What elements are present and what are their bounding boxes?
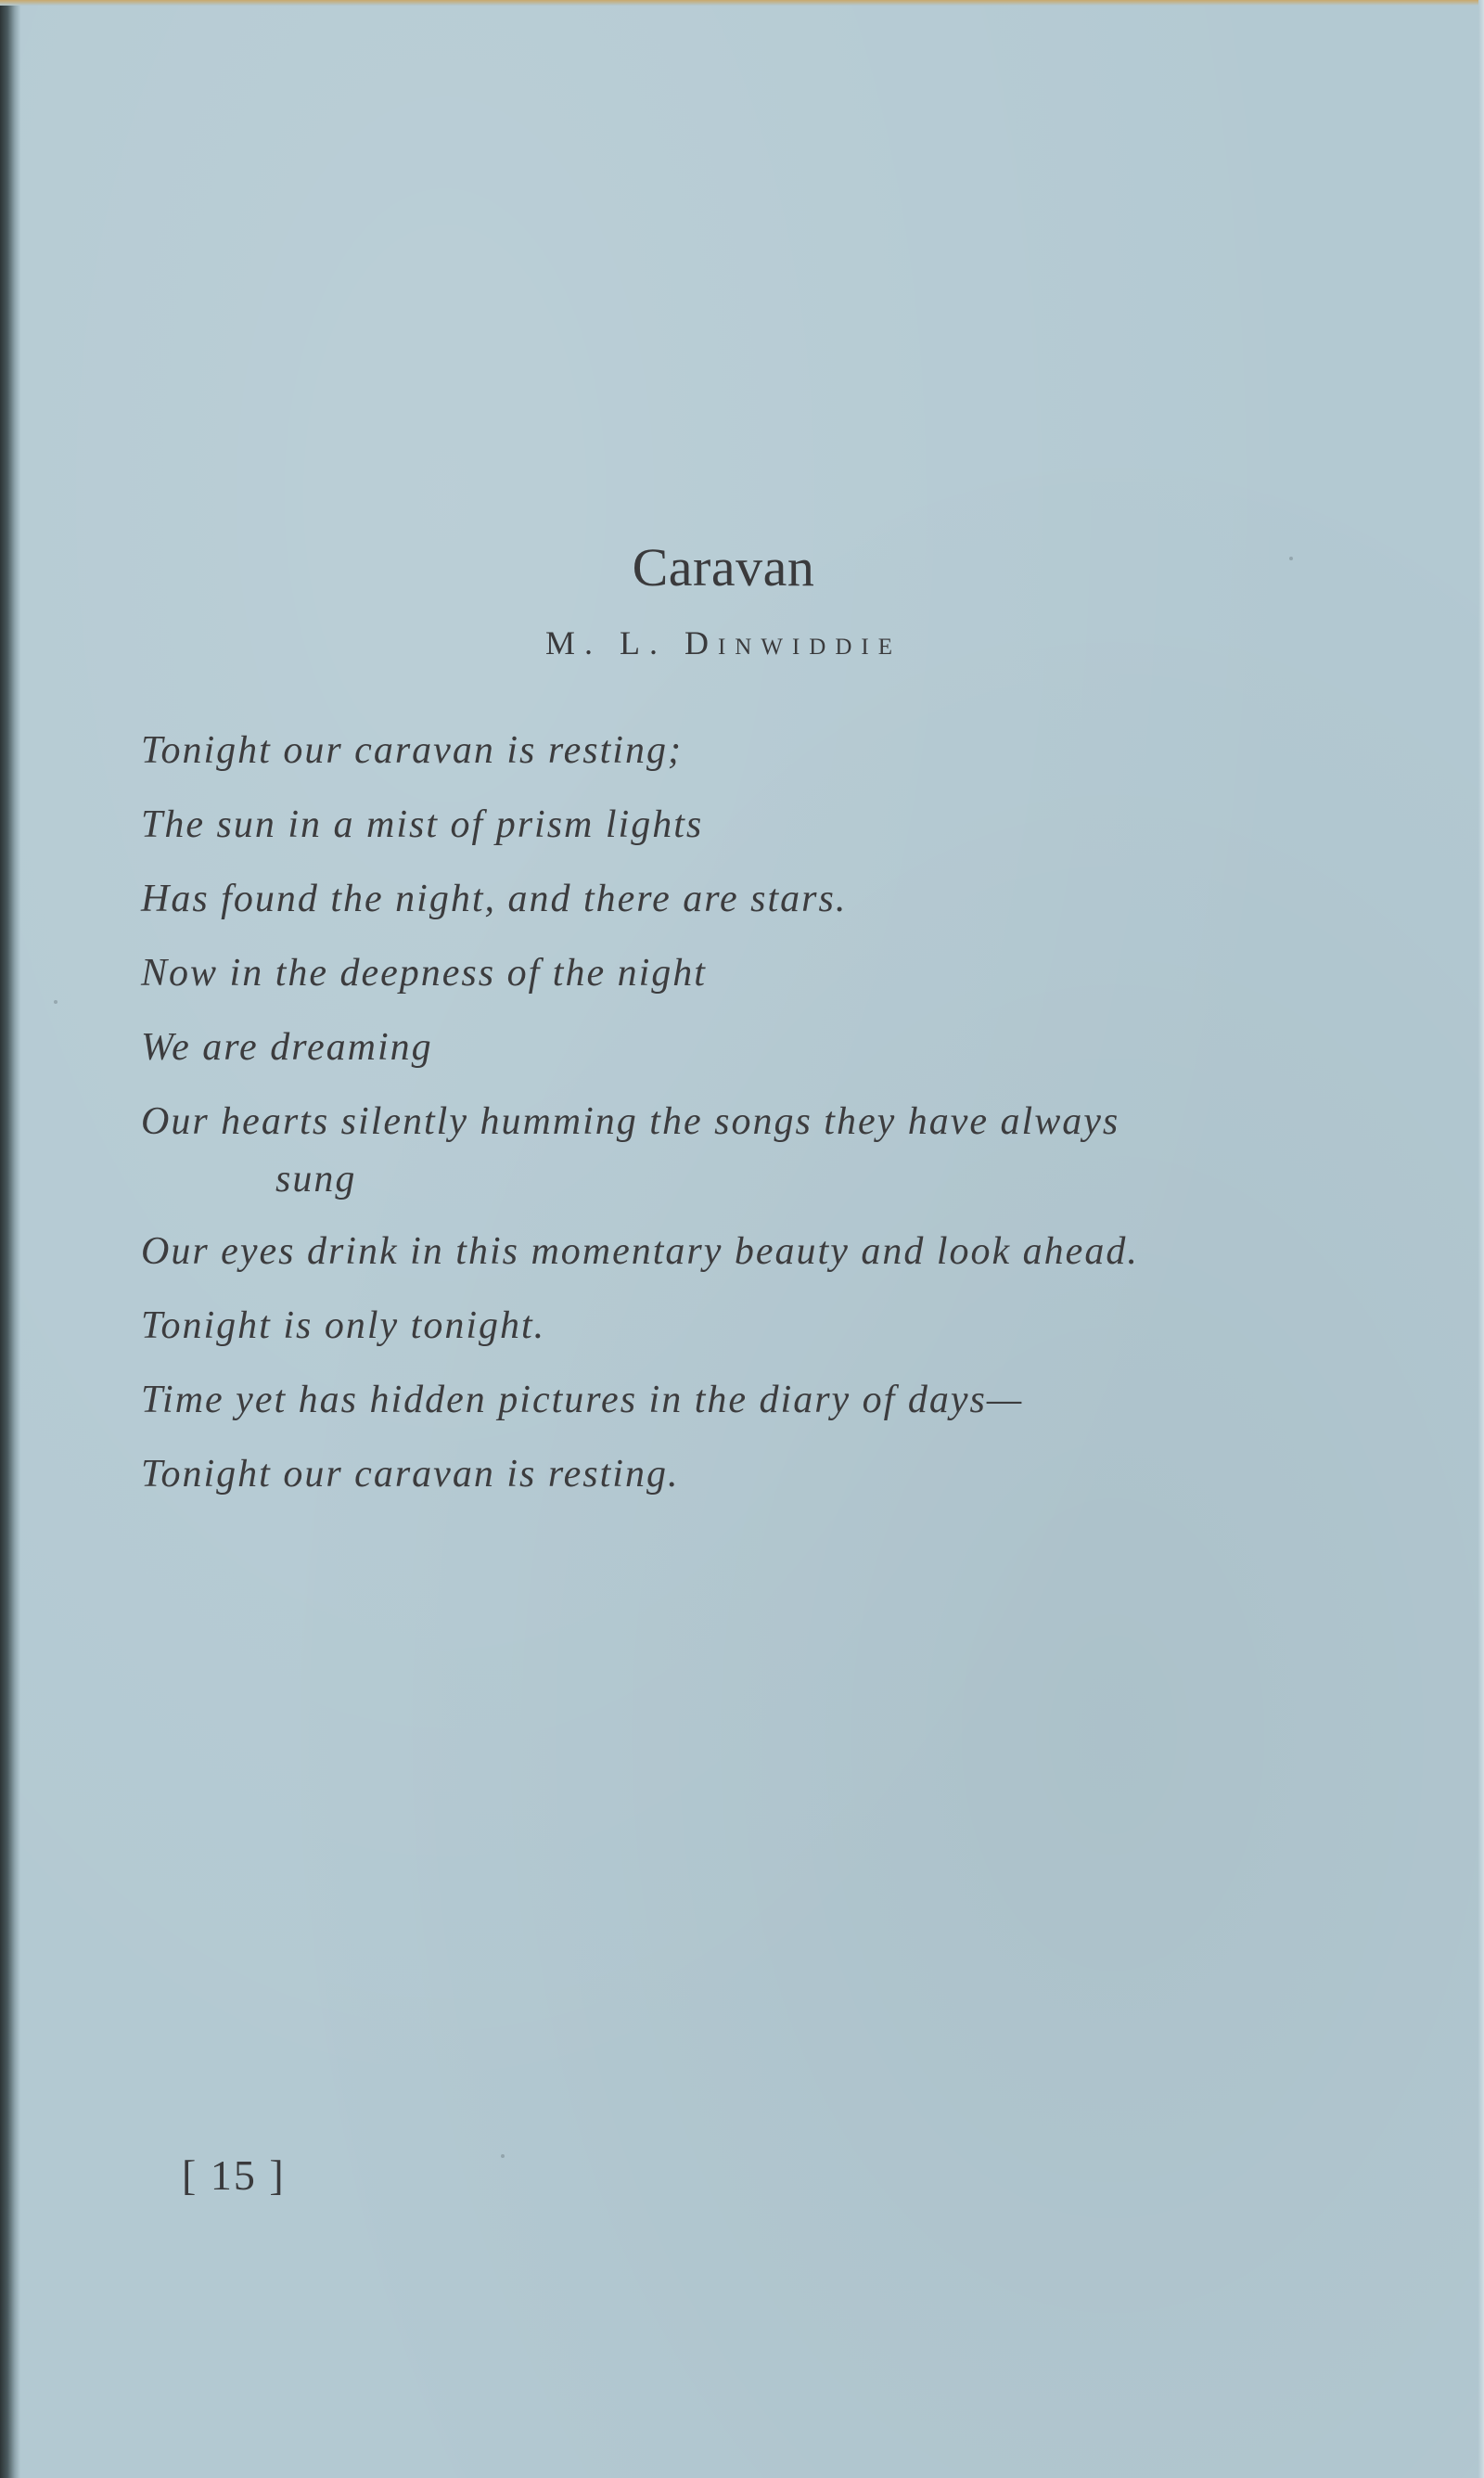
poem-line: The sun in a mist of prism lights [141,803,704,846]
poem-line: Tonight is only tonight. [141,1304,546,1347]
poem-line: Tonight our caravan is resting; [141,729,683,772]
poem-line: Time yet has hidden pictures in the diary of days— [141,1379,1024,1421]
poem-line: We are dreaming [141,1026,433,1069]
poem-author: M. L. Dinwiddie [544,624,902,661]
page-binding-edge [0,0,20,2478]
page-top-edge [0,0,1484,6]
poem-line: Our eyes drink in this momentary beauty and look ahead. [141,1230,1139,1273]
page-number: [ 15 ] [182,2151,286,2199]
poem-title: Caravan [632,537,815,597]
poem-line: Has found the night, and there are stars. [141,878,848,920]
poem-line-continuation: sung [275,1158,357,1200]
paper-speck [501,2154,505,2158]
poem-line: Tonight our caravan is resting. [141,1453,680,1496]
poem-line: Our hearts silently humming the songs they have always [141,1100,1120,1143]
paper-speck [54,1000,58,1004]
poem-line: Now in the deepness of the night [141,952,707,995]
page-right-edge [1478,0,1484,2478]
